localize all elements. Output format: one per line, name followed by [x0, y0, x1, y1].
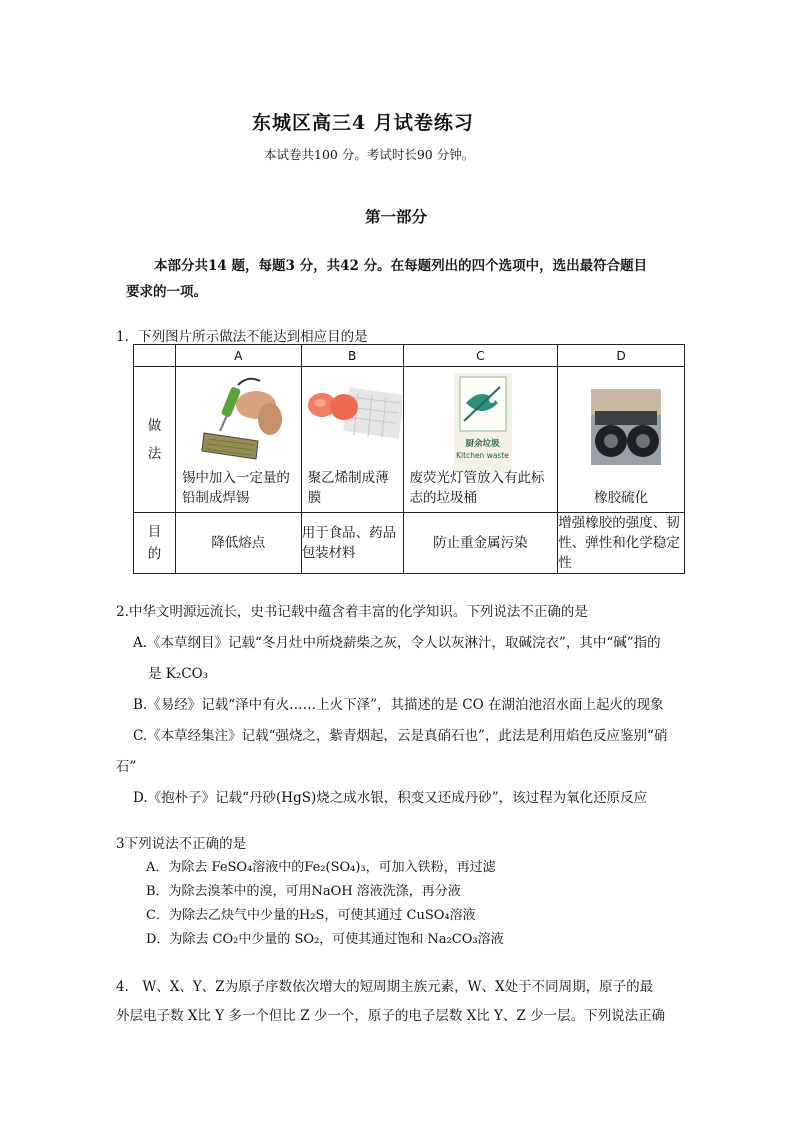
truck-tires-image: [591, 389, 661, 465]
page-title: 东城区高三4 月试卷练习: [252, 112, 474, 134]
question-2-option-a-line-2: 是 K₂CO₃: [148, 666, 209, 682]
column-header-b: B: [301, 345, 403, 367]
kitchen-waste-sign: [454, 373, 512, 473]
question-2-option-c-line-2: 石”: [116, 759, 137, 775]
question-3-option-c: C．为除去乙炔气中少量的H₂S，可使其通过 CuSO₄溶液: [146, 908, 476, 923]
method-cell-b: [301, 367, 403, 513]
purpose-cell-d: 增强橡胶的强度、韧性、弹性和化学稳定性: [558, 513, 685, 574]
row-label-method: [134, 367, 176, 513]
question-1-table: [133, 344, 685, 574]
question-3-option-a: A．为除去 FeSO₄溶液中的Fe₂(SO₄)₃，可加入铁粉，再过滤: [146, 860, 496, 875]
method-cell-d: [558, 367, 685, 513]
sign-text-en: Kitchen waste: [456, 451, 509, 460]
question-2-option-b: B.《易经》记载“泽中有火……上火下泽”，其描述的是 CO 在湖泊池沼水面上起火的现象: [133, 697, 664, 713]
instructions-line-1: 本部分共14 题，每题3 分，共42 分。在每题列出的四个选项中，选出最符合题目: [154, 258, 648, 274]
row-label-purpose: [134, 513, 176, 574]
method-cell-a: [175, 367, 301, 513]
purpose-cell-b: 用于食品、药品包装材料: [301, 513, 403, 574]
instructions-line-2: 要求的一项。: [126, 284, 207, 300]
column-header-a: A: [175, 345, 301, 367]
method-text-d: 橡胶硫化: [594, 490, 649, 506]
part-heading: 第一部分: [365, 207, 428, 226]
purpose-cell-c: 防止重金属污染: [403, 513, 558, 574]
sign-text-cn: 厨余垃圾: [465, 439, 500, 449]
question-2-stem: 2.中华文明源远流长，史书记载中蕴含着丰富的化学知识。下列说法不正确的是: [116, 604, 588, 620]
question-2-option-d: D.《抱朴子》记载“丹砂(HgS)烧之成水银，积变又还成丹砂”，该过程为氧化还原反应: [133, 790, 648, 806]
row-label-purpose-char-1: 目: [147, 524, 162, 540]
question-4-line-1: 4． W、X、Y、Z为原子序数依次增大的短周期主族元素，W、X处于不同周期，原子的最: [116, 979, 654, 995]
column-header-c: C: [403, 345, 558, 367]
method-text-b: 聚乙烯制成薄膜: [307, 470, 389, 506]
purpose-row: [134, 513, 685, 574]
question-1-stem: 1．下列图片所示做法不能达到相应目的是: [116, 329, 368, 345]
header-empty: [134, 345, 176, 367]
question-4-line-2: 外层电子数 X比 Y 多一个但比 Z 少一个，原子的电子层数 X比 Y、Z 少一层。下列说法正确: [116, 1008, 666, 1024]
row-label-method-char-1: 做: [147, 417, 162, 434]
method-text-c: 废荧光灯管放入有此标志的垃圾桶: [409, 470, 545, 506]
table-header-row: [134, 345, 685, 367]
method-cell-c: [403, 367, 558, 513]
soldering-iron-image: [198, 375, 286, 463]
row-label-method-char-2: 法: [147, 445, 162, 462]
row-label-purpose-char-2: 的: [147, 546, 162, 562]
question-3-option-b: B．为除去溴苯中的溴，可用NaOH 溶液洗涤，再分液: [146, 884, 461, 899]
polyethylene-film-image: [306, 381, 402, 441]
question-2-option-c-line-1: C.《本草经集注》记载“强烧之，紫青烟起，云是真硝石也”，此法是利用焰色反应鉴别“硝: [133, 728, 668, 744]
question-2-option-a-line-1: A.《本草纲目》记载“冬月灶中所烧薪柴之灰，令人以灰淋汁，取碱浣衣”，其中“碱”指的: [133, 635, 661, 651]
purpose-cell-a: 降低熔点: [175, 513, 301, 574]
question-3-stem: 3下列说法不正确的是: [116, 836, 247, 852]
method-text-a: 锡中加入一定量的铅制成焊锡: [181, 470, 290, 506]
question-3-option-d: D．为除去 CO₂中少量的 SO₂，可使其通过饱和 Na₂CO₃溶液: [146, 932, 504, 947]
fish-bone-icon: [454, 373, 512, 435]
method-row: [134, 367, 685, 513]
column-header-d: D: [558, 345, 685, 367]
exam-info: 本试卷共100 分。考试时长90 分钟。: [264, 147, 475, 162]
